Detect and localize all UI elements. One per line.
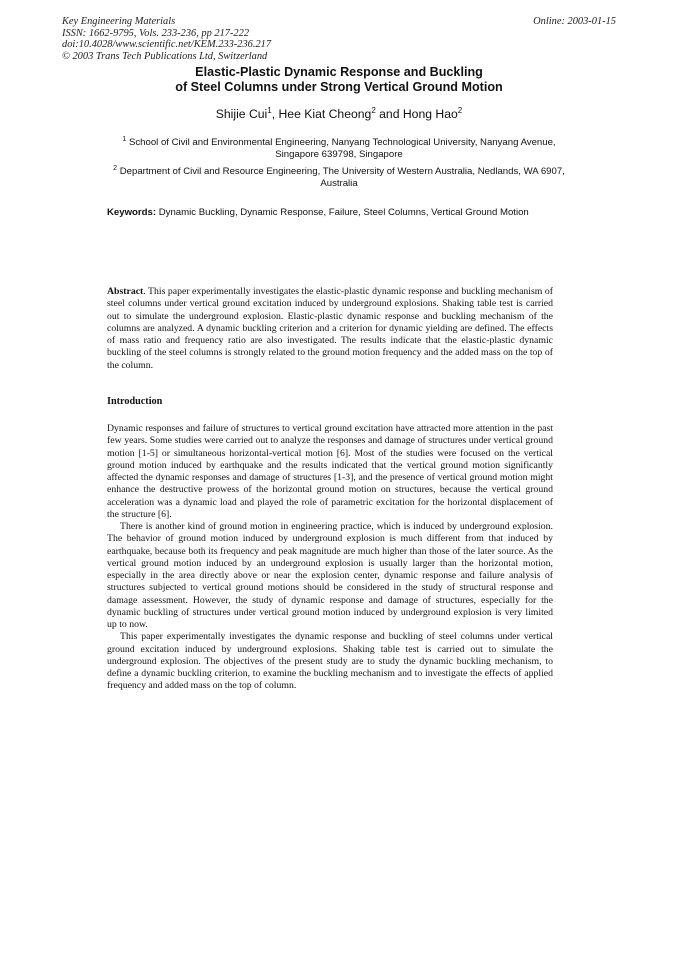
author-separator: and [375,107,403,122]
author-1: Shijie Cui [215,107,268,122]
paragraph: There is another kind of ground motion in engineering practice, which is induced by underground explosion. The behavior of ground motion induced by underground explosion is much different from that induced by earthquake, because both its frequency and peak magnitude are much higher than those of the later source. As the vertical ground motion induced by an underground explosion is usually larger than the horizontal motion, especially in the area directly above or near the explosion center, dynamic response and failure analysis of structures subjected to vertical ground motions should be considered in the study of structural response and damage assessment. However, the study of dynamic response and damage of structures, especially for the dynamic buckling of structures under vertical ground motion induced by underground explosion is very limited up to now. [107,521,553,630]
doi-line: doi:10.4028/www.scientific.net/KEM.233-236.217 [62,39,272,51]
abstract-text: . This paper experimentally investigates the elastic-plastic dynamic response and buckling mechanism of steel columns under vertical ground excitation induced by underground explosions. Shaking table test is carried out to simulate the underground explosion. Elastic-plastic dynamic response and buckling mechanism of the columns are analyzed. A dynamic buckling criterion and a criterion for dynamic yielding are defined. The effects of mass ratio and frequency ratio are also investigated. The results indicate that the elastic-plastic dynamic buckling of the steel columns is strongly related to the ground motion frequency and the added mass on the top of the column. [107,286,553,371]
section-heading: Introduction [107,396,163,407]
affiliation-text: School of Civil and Environmental Engineering, Nanyang Technological University, Nanyang Avenue, Singapore 639798, Singapore [128,137,556,161]
journal-header [62,16,271,62]
title-line-1: Elastic-Plastic Dynamic Response and Buckling [195,65,483,79]
keywords-label: Keywords: [107,207,157,218]
affiliation-1 [100,134,578,162]
copyright-line: © 2003 Trans Tech Publications Ltd, Switzerland [62,50,268,62]
author-3: Hong Hao [402,107,458,122]
abstract-label: Abstract [107,286,144,297]
issn-line: ISSN: 1662-9795, Vols. 233-236, pp 217-222 [62,27,250,39]
keywords-text: Dynamic Buckling, Dynamic Response, Failure, Steel Columns, Vertical Ground Motion [156,207,529,218]
paragraph: This paper experimentally investigates the dynamic response and buckling of steel columns under vertical ground excitation induced by underground explosions. Shaking table test is carried out to simulate the underground explosion. The objectives of the present study are to study the dynamic buckling mechanism, to define a dynamic buckling criterion, to examine the buckling mechanism and to investigate the effects of applied frequency and added mass on the top of column. [107,631,553,692]
author-1-affil: 1 [267,106,272,115]
title-line-2: of Steel Columns under Strong Vertical Ground Motion [175,80,503,94]
author-2: Hee Kiat Cheong [278,107,372,122]
keywords [107,207,547,219]
online-date: Online: 2003-01-15 [533,16,616,27]
journal-name: Key Engineering Materials [62,16,176,27]
affiliation-marker: 1 [122,136,127,143]
paragraph: Dynamic responses and failure of structures to vertical ground excitation have attracted more attention in the past few years. Some studies were carried out to analyze the responses and damage of structures under vertical ground motion [1-5] or simultaneous horizontal-vertical motion [6]. Most of the studies were focused on the vertical ground motion induced by earthquake and the results indicated that the vertical ground motion significantly affected the dynamic responses and damage of structures [1-3], and the presence of vertical ground motion might enhance the destructive prowess of the horizontal ground motion on structures, because the vertical ground acceleration was a dynamic load and played the role of parametric excitation for the horizontal displacement of the structure [6]. [107,423,553,520]
author-3-affil: 2 [457,106,463,115]
author-list [80,106,598,121]
affiliation-marker: 2 [113,165,118,172]
abstract [107,286,553,372]
author-2-affil: 2 [371,106,376,115]
affiliation-text: Department of Civil and Resource Engineering, The University of Western Australia, Nedlands, WA 6907, Australia [119,166,565,190]
author-separator: , [271,107,279,122]
paper-title [80,65,598,95]
introduction-body [107,423,553,693]
affiliation-2 [100,163,578,191]
